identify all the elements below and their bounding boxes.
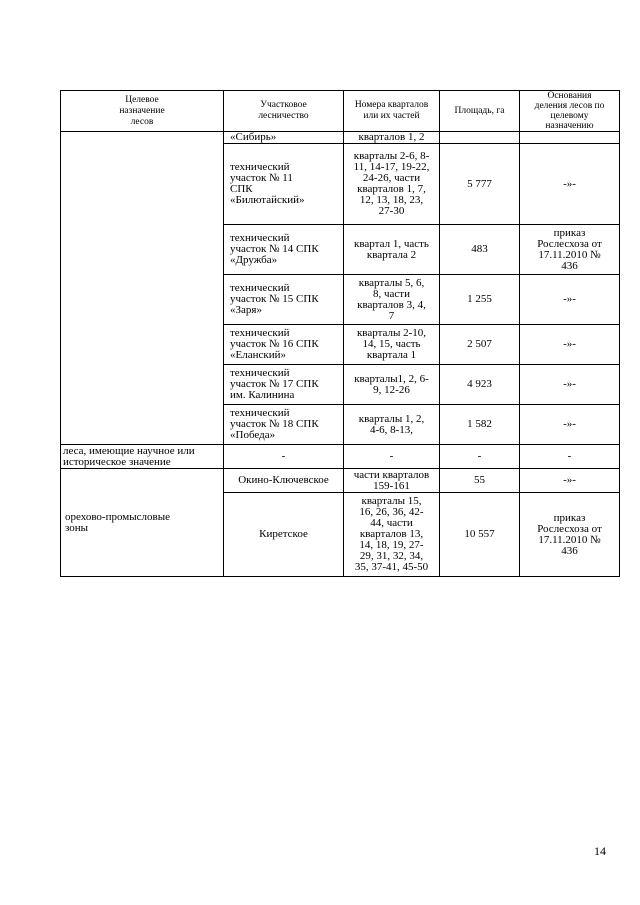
header-basis: Основания деления лесов по целевому назначению	[520, 91, 620, 132]
basis-cell: -»-	[520, 144, 620, 225]
basis-cell: -»-	[520, 365, 620, 405]
basis-cell: -	[520, 445, 620, 469]
area-cell	[440, 132, 520, 144]
header-blocks: Номера кварталов или их частей	[344, 91, 440, 132]
blocks-cell: кварталы 2-6, 8- 11, 14-17, 19-22, 24-26, части кварталов 1, 7, 12, 13, 18, 23, 27-30	[344, 144, 440, 225]
area-cell: 1 582	[440, 405, 520, 445]
forest-purpose-table-container	[60, 90, 619, 577]
blocks-cell: квартал 1, часть квартала 2	[344, 225, 440, 275]
forestry-cell: технический участок № 17 СПК им. Калинина	[224, 365, 344, 405]
area-cell: 55	[440, 469, 520, 493]
page-number: 14	[594, 844, 606, 858]
forestry-cell: Киретское	[224, 493, 344, 577]
header-forestry: Участковое лесничество	[224, 91, 344, 132]
table-row	[61, 132, 620, 144]
blocks-cell: кварталы 5, 6, 8, части кварталов 3, 4, 7	[344, 275, 440, 325]
forestry-cell: -	[224, 445, 344, 469]
table-row-scientific	[61, 445, 620, 469]
basis-cell: приказ Рослесхоза от 17.11.2010 № 436	[520, 225, 620, 275]
forestry-cell: технический участок № 11 СПК «Билютайский»	[224, 144, 344, 225]
forestry-cell: Окино-Ключевское	[224, 469, 344, 493]
area-cell: 483	[440, 225, 520, 275]
purpose-cell-empty	[61, 132, 224, 445]
table-header-row	[61, 91, 620, 132]
basis-cell: приказ Рослесхоза от 17.11.2010 № 436	[520, 493, 620, 577]
basis-cell: -»-	[520, 325, 620, 365]
area-cell: 1 255	[440, 275, 520, 325]
table-row-nut-zone	[61, 469, 620, 493]
forestry-cell: «Сибирь»	[224, 132, 344, 144]
forestry-cell: технический участок № 15 СПК «Заря»	[224, 275, 344, 325]
basis-cell: -»-	[520, 405, 620, 445]
basis-cell: -»-	[520, 275, 620, 325]
blocks-cell: кварталы1, 2, 6- 9, 12-26	[344, 365, 440, 405]
blocks-cell: кварталы 2-10, 14, 15, часть квартала 1	[344, 325, 440, 365]
blocks-cell: кварталы 1, 2, 4-6, 8-13,	[344, 405, 440, 445]
forestry-cell: технический участок № 14 СПК «Дружба»	[224, 225, 344, 275]
blocks-cell: кварталов 1, 2	[344, 132, 440, 144]
forest-purpose-table	[60, 90, 620, 577]
purpose-cell-nut-zones: орехово-промысловые зоны	[61, 469, 224, 577]
area-cell: 10 557	[440, 493, 520, 577]
header-area: Площадь, га	[440, 91, 520, 132]
area-cell: -	[440, 445, 520, 469]
header-purpose: Целевое назначение лесов	[61, 91, 224, 132]
blocks-cell: -	[344, 445, 440, 469]
area-cell: 5 777	[440, 144, 520, 225]
forestry-cell: технический участок № 16 СПК «Еланский»	[224, 325, 344, 365]
area-cell: 2 507	[440, 325, 520, 365]
basis-cell	[520, 132, 620, 144]
forestry-cell: технический участок № 18 СПК «Победа»	[224, 405, 344, 445]
blocks-cell: кварталы 15, 16, 26, 36, 42- 44, части кварталов 13, 14, 18, 19, 27- 29, 31, 32, 34, 35, 37-41, 45-50	[344, 493, 440, 577]
area-cell: 4 923	[440, 365, 520, 405]
purpose-cell-scientific: леса, имеющие научное или историческое значение	[61, 445, 224, 469]
blocks-cell: части кварталов 159-161	[344, 469, 440, 493]
basis-cell: -»-	[520, 469, 620, 493]
